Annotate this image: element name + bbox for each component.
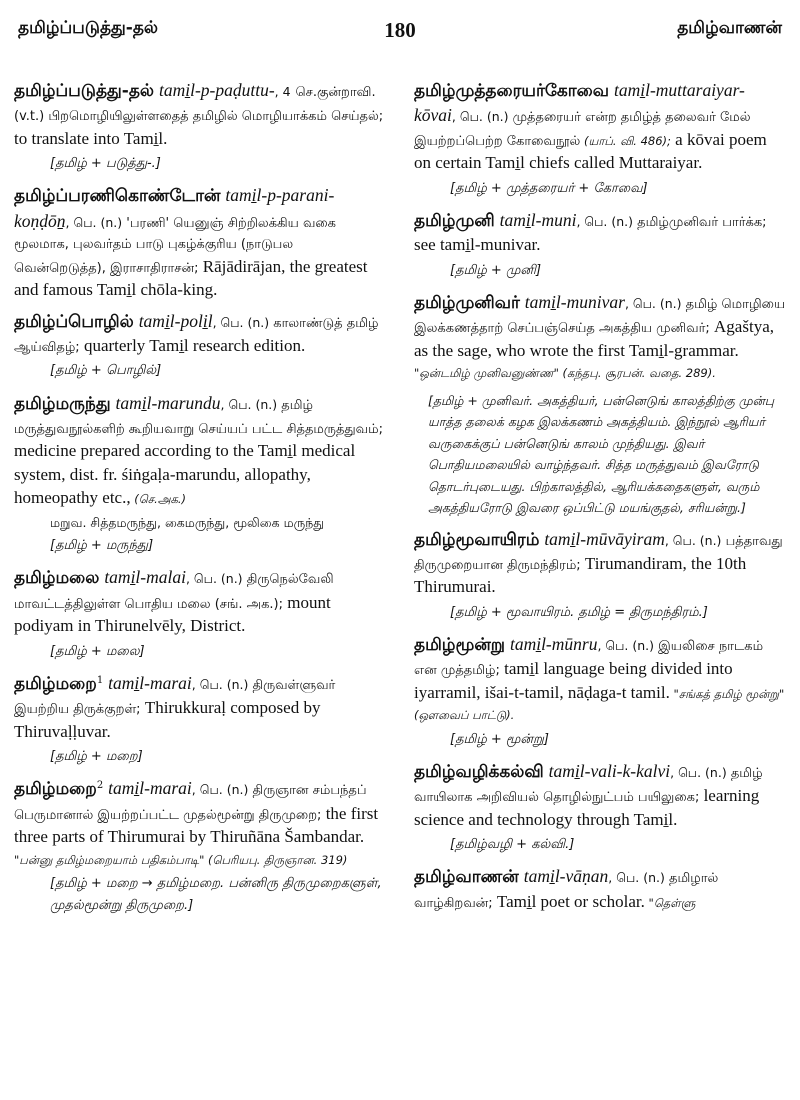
dictionary-entry bbox=[414, 864, 786, 913]
tamil-definition: தமிழ்முனிவர் பார்க்க; bbox=[633, 214, 767, 230]
part-of-speech: , பெ. (n.) bbox=[670, 764, 727, 780]
english-definition: a kōvai poem on certain Tami̱l chiefs called Muttaraiyar. bbox=[414, 129, 767, 173]
headword: தமிழ்முனி bbox=[414, 210, 495, 231]
tamil-definition: 'பரணி' யெனுஞ் சிற்றிலக்கிய வகை மூலமாக, புலவர்தம் பாடு புகழ்க்குரிய (நாடுபல வென்றெடுத்த), இராசாதிராசன்; bbox=[14, 215, 336, 276]
page-number: 180 bbox=[384, 18, 416, 42]
etymology-note: [தமிழ் + முனிவர். அகத்தியர், பன்னெடுங் காலத்திற்கு முன்பு யாத்த தலைக் கழக இலக்கணம் அகத்தியம். இந்நூல் ஆரியர் வருகைக்குப் பன்னெடுங் காலம் முந்தியது. இவர் பொதியமலையில் வாழ்ந்தவர். சித்த மருத்துவம் இவரோடு தொடர்புடையது. பிற்காலத்தில், ஆரியக்கதைகளுள், வரும் அகத்தியரோடு இவரை ஒப்பிட்டு மயங்குதல், சரியன்று.] bbox=[428, 392, 775, 516]
dictionary-entry bbox=[414, 759, 786, 856]
etymology: [தமிழ் + மலை] bbox=[50, 643, 145, 659]
synonyms: மறுவ. சித்தமருந்து, கைமருந்து, மூலிகை மருந்து bbox=[50, 514, 325, 530]
tamil-definition: திருவள்ளுவர் இயற்றிய திருக்குறள்; bbox=[14, 677, 336, 718]
etymology: [தமிழ் + மூவாயிரம். தமிழ் = திருமந்திரம்.] bbox=[450, 604, 708, 620]
etymology: [தமிழ் + படுத்து-.] bbox=[50, 156, 161, 172]
etymology: [தமிழ் + பொழில்] bbox=[50, 363, 162, 379]
tamil-definition: இயலிசை நாடகம் என முத்தமிழ்; bbox=[414, 639, 764, 679]
etymology: [தமிழ் + மருந்து] bbox=[50, 538, 154, 554]
english-definition: Tami̱l poet or scholar. bbox=[492, 891, 645, 911]
etymology: [தமிழ் + மறை] bbox=[50, 749, 143, 765]
english-definition: Rājādirājan, the greatest and famous Tami̱l chōla-king. bbox=[14, 256, 368, 300]
transliteration: tami̱l-p-paḍuttu- bbox=[158, 80, 275, 100]
citation: "ஒன்டமிழ் முனிவனுண்ண" (கந்தபு. சூரபன். வதை. 289). bbox=[414, 366, 716, 381]
transliteration: tami̱l-mūnru bbox=[509, 634, 598, 655]
english-definition: Tirumandiram, the 10th Thirumurai. bbox=[414, 554, 747, 597]
page-header bbox=[18, 18, 782, 58]
english-definition: to translate into Tami̱l. bbox=[14, 128, 168, 148]
english-definition: mount podiyam in Thirunelvēly, District. bbox=[14, 592, 331, 636]
tamil-definition: செ.குன்றாவி. (v.t.) பிறமொழியிலுள்ளதைத் தமிழில் மொழியாக்கம் செய்தல்; bbox=[14, 85, 384, 125]
tamil-definition: திருஞான சம்பந்தப் பெருமானால் இயற்றப்பட்ட முதல்மூன்று திருமுறை; bbox=[14, 783, 367, 823]
headword: தமிழ்மலை bbox=[14, 568, 100, 589]
dictionary-entry bbox=[14, 776, 386, 917]
citation: "பன்னு தமிழ்மறையாம் பதிகம்பாடி" (பெரியபு. திருஞான. 319) bbox=[14, 852, 348, 867]
right-column bbox=[414, 78, 786, 920]
transliteration: tami̱l-muttaraiyar-kōvai bbox=[414, 80, 745, 126]
part-of-speech: , பெ. (n.) bbox=[576, 213, 634, 229]
english-definition: the first three parts of Thirumurai by Thiruñāna Šambandar. bbox=[14, 803, 379, 847]
english-definition: quarterly Tami̱l research edition. bbox=[79, 336, 306, 356]
part-of-speech: , பெ. (n.) bbox=[185, 571, 243, 587]
part-of-speech: , பெ. (n.) bbox=[451, 109, 509, 125]
dictionary-entry bbox=[14, 183, 386, 301]
english-definition: see tami̱l-munivar. bbox=[414, 235, 541, 255]
dictionary-entry bbox=[14, 78, 386, 175]
dictionary-entry bbox=[14, 671, 386, 768]
part-of-speech: , பெ. (n.) bbox=[664, 532, 722, 548]
tamil-definition: முத்தரையர் என்ற தமிழ்த் தலைவர் மேல் இயற்றப்பெற்ற கோவைநூல் bbox=[414, 110, 751, 149]
english-definition: Agaštya, as the sage, who wrote the first Tami̱l-grammar. bbox=[414, 317, 774, 360]
part-of-speech: , பெ. (n.) bbox=[220, 396, 278, 412]
transliteration: tami̱l-vāṇan bbox=[523, 866, 609, 887]
part-of-speech: , பெ. (n.) bbox=[191, 676, 249, 692]
citation: "சங்கத் தமிழ் மூன்று" (ஔவைப் பாட்டு). bbox=[414, 686, 785, 723]
transliteration: tami̱l-marai bbox=[108, 672, 192, 693]
tamil-definition: திருநெல்வேலி மாவட்டத்திலுள்ள பொதிய மலை (சங். அக.); bbox=[14, 572, 334, 612]
headword: தமிழ்வழிக்கல்வி bbox=[414, 761, 544, 782]
citation: (யாப். வி. 486); bbox=[580, 133, 671, 148]
dictionary-entry bbox=[414, 78, 786, 200]
dictionary-entry bbox=[414, 290, 786, 519]
dictionary-entry bbox=[14, 309, 386, 383]
etymology: [தமிழ் + மூன்று] bbox=[450, 731, 549, 747]
left-column bbox=[14, 78, 386, 925]
headword: தமிழ்மறை bbox=[14, 673, 97, 694]
header-left-guideword: தமிழ்ப்படுத்து-தல் bbox=[18, 18, 159, 38]
headword: தமிழ்மூன்று bbox=[414, 635, 506, 656]
headword: தமிழ்வாணன் bbox=[414, 867, 519, 888]
transliteration: tami̱l-munivar bbox=[524, 291, 625, 312]
part-of-speech: , பெ. (n.) bbox=[624, 295, 682, 311]
etymology: [தமிழ் + மறை → தமிழ்மறை. பன்னிரு திருமுறைகளுள், முதல்மூன்று திருமுறை.] bbox=[50, 875, 382, 914]
tamil-definition: பத்தாவது திருமுறையான திருமந்திரம்; bbox=[414, 533, 783, 574]
tamil-definition: தமிழ் மொழியை இலக்கணத்தாற் செப்பஞ்செய்த அகத்திய முனிவர்; bbox=[414, 296, 786, 337]
dictionary-entry bbox=[14, 391, 386, 558]
headword: தமிழ்முனிவர் bbox=[414, 292, 520, 313]
headword: தமிழ்மருந்து bbox=[14, 393, 111, 414]
dictionary-entry bbox=[414, 632, 786, 751]
part-of-speech: , பெ. (n.) bbox=[65, 214, 123, 230]
transliteration: tami̱l-marai bbox=[108, 778, 192, 799]
part-of-speech: , பெ. (n.) bbox=[608, 870, 665, 886]
tamil-definition: காலாண்டுத் தமிழ் ஆய்விதழ்; bbox=[14, 315, 379, 356]
english-definition: medicine prepared according to the Tami̱l medical system, dist. fr. śiṅgaḷa-marundu, allopathy, homeopathy etc., bbox=[14, 441, 356, 508]
citation: "தெள்ளு bbox=[644, 895, 696, 910]
part-of-speech: , பெ. (n.) bbox=[191, 782, 249, 798]
transliteration: tami̱l-malai bbox=[104, 567, 186, 588]
tamil-definition: தமிழால் வாழ்கிறவன்; bbox=[414, 871, 719, 911]
dictionary-entry bbox=[414, 208, 786, 282]
headword: தமிழ்மூவாயிரம் bbox=[414, 529, 540, 550]
homonym-number: 2 bbox=[96, 780, 104, 792]
headword: தமிழ்ப்பொழில் bbox=[14, 311, 134, 332]
citation: (செ.அக.) bbox=[130, 492, 187, 507]
headword: தமிழ்ப்படுத்து-தல் bbox=[14, 81, 155, 101]
part-of-speech: , பெ. (n.) bbox=[212, 314, 270, 330]
part-of-speech: , பெ. (n.) bbox=[597, 638, 655, 654]
etymology: [தமிழ்வழி + கல்வி.] bbox=[450, 837, 575, 853]
english-definition: learning science and technology through Tami̱l. bbox=[414, 786, 760, 829]
english-definition: tami̱l language being divided into iyarramil, išai-t-tamil, nāḍaga-t tamil. bbox=[414, 659, 733, 702]
homonym-number: 1 bbox=[96, 674, 104, 686]
transliteration: tami̱l-vali-k-kalvi bbox=[548, 760, 671, 781]
dictionary-entry bbox=[14, 565, 386, 662]
english-definition: Thirukkuraḷ composed by Thiruvaḷḷuvar. bbox=[14, 698, 321, 741]
transliteration: tami̱l-mūvāyiram bbox=[544, 528, 665, 549]
transliteration: tami̱l-muni bbox=[499, 209, 577, 230]
dictionary-entry bbox=[414, 527, 786, 624]
transliteration: tami̱l-p-parani-koṇḍōṉ bbox=[14, 185, 335, 231]
part-of-speech: , 4 bbox=[274, 84, 291, 99]
headword: தமிழ்மறை bbox=[14, 779, 97, 800]
transliteration: tami̱l-poli̱l bbox=[138, 310, 213, 331]
header-right-guideword: தமிழ்வாணன் bbox=[677, 18, 782, 38]
headword: தமிழ்ப்பரணிகொண்டோன் bbox=[14, 186, 221, 207]
tamil-definition: தமிழ் மருத்துவநூல்களிற் கூறியவாறு செய்யப் பட்ட சித்தமருத்துவம்; bbox=[14, 397, 383, 438]
tamil-definition: தமிழ் வாயிலாக அறிவியல் தொழில்நுட்பம் பயிலுகை; bbox=[414, 765, 763, 806]
etymology: [தமிழ் + முனி] bbox=[450, 262, 542, 278]
headword: தமிழ்முத்தரையர்கோவை bbox=[414, 81, 610, 101]
etymology: [தமிழ் + முத்தரையர் + கோவை] bbox=[450, 180, 648, 196]
transliteration: tami̱l-marundu bbox=[115, 392, 221, 413]
